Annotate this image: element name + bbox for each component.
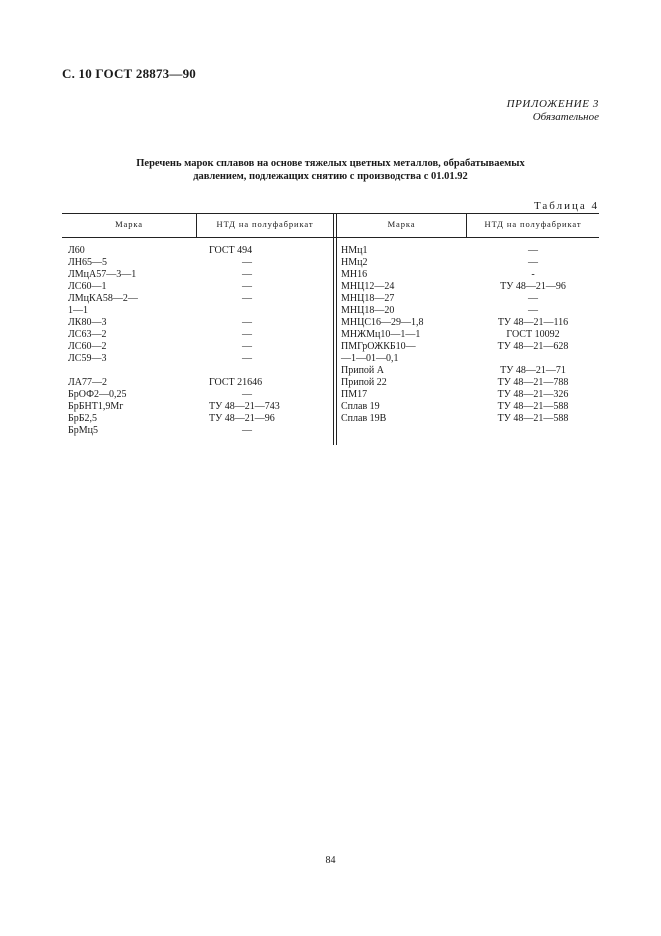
table-cell: ТУ 48—21—116 [497,317,569,328]
table-cell: ЛС63—2 [68,329,107,340]
table-cell: — [242,353,252,364]
table-cell: ЛС60—2 [68,341,107,352]
table-cell: ТУ 48—21—326 [497,389,569,400]
table-cell [68,365,196,377]
table-cell: — [528,257,538,268]
document-title [62,157,599,183]
table-cell: ТУ 48—21—96 [209,413,275,424]
table-cell: ЛА77—2 [68,377,108,388]
table-cell [209,365,333,377]
table-cell: БрОФ2—0,25 [68,389,127,400]
table-top-rule [62,213,599,214]
table-cell: ТУ 48—21—743 [209,401,280,412]
table-cell [209,305,333,317]
title-line-1: Перечень марок сплавов на основе тяжелых цветных металлов, обрабатываемых [136,158,525,169]
table-cell: Сплав 19В [341,413,387,424]
table-cell: БрБНТ1,9Мг [68,401,124,412]
appendix-status: Обязательное [532,111,599,123]
table-cell: БрМц5 [68,425,98,436]
table-cell: МНЦС16—29—1,8 [341,317,424,328]
table-cell: МНЦ12—24 [341,281,395,292]
table-cell: ТУ 48—21—788 [497,377,569,388]
table-caption: Таблица 4 [533,200,599,212]
column-ntd-right [467,245,599,437]
table-cell: — [242,281,252,292]
table-cell: ТУ 48—21—628 [497,341,569,352]
table-cell: Припой 22 [341,377,387,388]
table-cell: МНЦ18—27 [341,293,395,304]
table-cell: ЛМцКА58—2— [68,293,138,304]
table-cell: — [242,425,252,436]
table-cell [341,425,466,437]
table-cell: ЛН65—5 [68,257,108,268]
table-cell: Л60 [68,245,85,256]
table-cell: 1—1 [68,305,88,316]
table-cell: ГОСТ 10092 [506,329,560,340]
table-cell: — [242,257,252,268]
appendix-label: ПРИЛОЖЕНИЕ 3 [506,98,599,110]
column-header-ntd-1: НТД на полуфабрикат [216,219,314,229]
table-cell: ПМ17 [341,389,368,400]
table-cell: ТУ 48—21—588 [497,401,569,412]
table-cell: ПМГрОЖКБ10— [341,341,416,352]
column-header-grade-1: Марка [115,219,143,229]
table-cell: ГОСТ 21646 [209,377,263,388]
table-cell: — [242,329,252,340]
table-cell: НМц2 [341,257,368,268]
table-cell: МН16 [341,269,368,280]
table-cell: ТУ 48—21—71 [500,365,566,376]
table-cell: ГОСТ 494 [209,245,253,256]
page-header: С. 10 ГОСТ 28873—90 [62,66,196,81]
table-cell: — [528,305,538,316]
table-cell: — [242,389,252,400]
table-cell: — [242,341,252,352]
page-number: 84 [325,855,336,866]
table-cell: МНЖМц10—1—1 [341,329,421,340]
table-cell: НМц1 [341,245,368,256]
table-cell: ТУ 48—21—96 [500,281,566,292]
table-cell: ЛК80—3 [68,317,107,328]
column-ntd-left [209,245,333,437]
table-cell: МНЦ18—20 [341,305,395,316]
table-cell: ЛС60—1 [68,281,107,292]
appendix-block [507,98,599,124]
column-header-grade-2: Марка [387,219,416,229]
title-line-2: давлением, подлежащих снятию с производства с 01.01.92 [193,171,468,182]
table-cell: — [528,293,538,304]
table-cell [467,353,599,365]
table-cell: — [242,317,252,328]
table-cell: — [242,269,252,280]
table-cell: ЛС59—3 [68,353,107,364]
table-cell: ТУ 48—21—588 [497,413,569,424]
column-header-ntd-2: НТД на полуфабрикат [484,219,582,229]
table-cell: ЛМцА57—3—1 [68,269,137,280]
table-cell: - [531,269,535,280]
column-grade-left [68,245,196,437]
table-header-rule [62,237,599,238]
table-cell [467,425,599,437]
table-cell: — [528,245,538,256]
table-cell: Сплав 19 [341,401,380,412]
table-cell: БрБ2,5 [68,413,97,424]
table-center-divider [333,213,337,445]
table-cell: —1—01—0,1 [341,353,399,364]
table-cell: — [242,293,252,304]
table-cell: Припой А [341,365,384,376]
column-grade-right [341,245,466,437]
